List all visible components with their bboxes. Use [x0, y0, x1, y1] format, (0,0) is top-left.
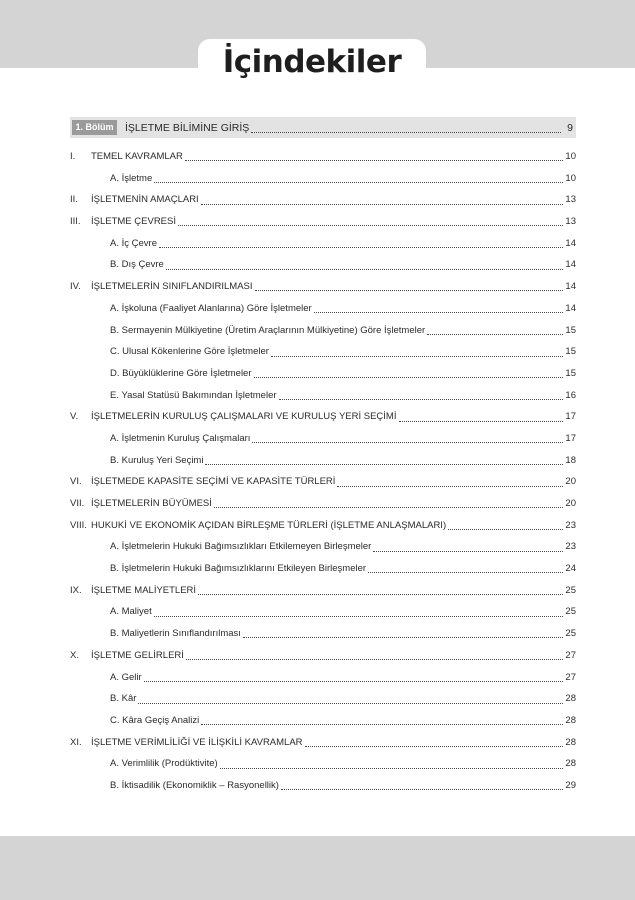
dot-leader: [271, 356, 563, 357]
dot-leader: [337, 486, 563, 487]
page-number: 20: [565, 498, 576, 509]
page-number: 24: [565, 563, 576, 575]
toc-subsection-entry[interactable]: [70, 601, 576, 623]
entry-title: İŞLETME VERİMLİLİĞİ VE İLİŞKİLİ KAVRAMLAR: [91, 736, 303, 748]
entry-title: B. Dış Çevre: [110, 259, 164, 271]
page-number: 28: [565, 758, 576, 770]
toc-subsection-entry[interactable]: [70, 775, 576, 797]
chapter-title: İŞLETME BİLİMİNE GİRİŞ: [125, 122, 250, 134]
toc-subsection-entry[interactable]: [70, 536, 576, 558]
toc-subsection-entry[interactable]: [70, 298, 576, 320]
page-number: 23: [565, 541, 576, 553]
entry-title: HUKUKİ VE EKONOMİK AÇIDAN BİRLEŞME TÜRLERİ (İŞLETME ANLAŞMALARI): [91, 519, 447, 531]
page-number: 25: [565, 628, 576, 640]
toc-subsection-entry[interactable]: [70, 623, 576, 645]
chapter-page-number: 9: [567, 122, 573, 134]
section-number: XI.: [70, 736, 82, 748]
dot-leader: [159, 247, 563, 248]
toc-subsection-entry[interactable]: [70, 168, 576, 190]
entry-title: A. Maliyet: [110, 606, 152, 618]
toc-section-entry[interactable]: [70, 732, 576, 754]
bottom-band: [0, 836, 635, 900]
entry-title: İŞLETMENİN AMAÇLARI: [91, 194, 199, 206]
dot-leader: [144, 681, 564, 682]
page-number: 28: [565, 714, 576, 726]
entry-title: İŞLETMEDE KAPASİTE SEÇİMİ VE KAPASİTE TÜRLERİ: [91, 476, 336, 488]
entry-title: İŞLETMELERİN KURULUŞ ÇALIŞMALARI VE KURULUŞ YERİ SEÇİMİ: [91, 411, 397, 423]
dot-leader: [427, 334, 563, 335]
dot-leader: [186, 659, 564, 660]
dot-leader: [314, 312, 564, 313]
dot-leader: [154, 616, 564, 617]
dot-leader: [255, 290, 564, 291]
toc-section-entry[interactable]: [70, 276, 576, 298]
page-number: 13: [565, 216, 576, 228]
dot-leader: [373, 551, 563, 552]
page-number: 10: [565, 172, 576, 184]
toc-subsection-entry[interactable]: [70, 320, 576, 342]
page-number: 25: [565, 584, 576, 596]
dot-leader: [252, 442, 563, 443]
toc-section-entry[interactable]: [70, 645, 576, 667]
entry-title: B. Maliyetlerin Sınıflandırılması: [110, 628, 241, 640]
toc-section-entry[interactable]: [70, 580, 576, 602]
toc-subsection-entry[interactable]: [70, 710, 576, 732]
entry-title: E. Yasal Statüsü Bakımından İşletmeler: [110, 389, 277, 401]
toc-subsection-entry[interactable]: [70, 363, 576, 385]
toc-subsection-entry[interactable]: [70, 341, 576, 363]
chapter-badge: 1. Bölüm: [72, 120, 117, 135]
dot-leader: [305, 746, 564, 747]
section-number: VII.: [70, 498, 85, 509]
toc-section-entry[interactable]: [70, 515, 576, 537]
toc-subsection-entry[interactable]: [70, 428, 576, 450]
page-number: 25: [565, 606, 576, 618]
entry-title: D. Büyüklüklerine Göre İşletmeler: [110, 367, 252, 379]
dot-leader: [201, 204, 564, 205]
toc-section-entry[interactable]: [70, 406, 576, 428]
entry-title: A. Gelir: [110, 671, 142, 683]
page-number: 15: [565, 346, 576, 358]
page-number: 13: [565, 194, 576, 206]
entry-title: B. İşletmelerin Hukuki Bağımsızlıklarını Etkileyen Birleşmeler: [110, 563, 367, 575]
dot-leader: [154, 182, 563, 183]
entry-title: A. İşletme: [110, 172, 153, 184]
dot-leader: [201, 724, 563, 725]
toc-subsection-entry[interactable]: [70, 385, 576, 407]
toc-section-entry[interactable]: [70, 189, 576, 211]
page-number: 14: [565, 237, 576, 249]
dot-leader: [281, 789, 563, 790]
toc-subsection-entry[interactable]: [70, 558, 576, 580]
page-number: 10: [565, 151, 576, 162]
dot-leader: [243, 637, 563, 638]
toc-subsection-entry[interactable]: [70, 753, 576, 775]
page-title: İçindekiler: [222, 44, 402, 80]
entry-title: İŞLETMELERİN SINIFLANDIRILMASI: [91, 281, 253, 293]
section-number: IV.: [70, 281, 81, 293]
toc-section-entry[interactable]: [70, 493, 576, 515]
page-number: 17: [565, 411, 576, 423]
page-number: 17: [565, 432, 576, 444]
dot-leader: [138, 703, 563, 704]
entry-title: İŞLETMELERİN BÜYÜMESİ: [91, 498, 212, 509]
entry-title: C. Kâra Geçiş Analizi: [110, 714, 200, 726]
dot-leader: [448, 529, 563, 530]
dot-leader: [279, 399, 564, 400]
entry-title: B. Sermayenin Mülkiyetine (Üretim Araçlarının Mülkiyetine) Göre İşletmeler: [110, 324, 426, 336]
page-number: 14: [565, 259, 576, 271]
toc-subsection-entry[interactable]: [70, 688, 576, 710]
entry-title: A. İşkoluna (Faaliyet Alanlarına) Göre İşletmeler: [110, 302, 312, 314]
section-number: VI.: [70, 476, 82, 488]
section-number: I.: [70, 151, 76, 162]
dot-leader: [198, 594, 563, 595]
page-number: 15: [565, 367, 576, 379]
page-number: 18: [565, 454, 576, 466]
section-number: V.: [70, 411, 79, 423]
dot-leader: [185, 160, 564, 161]
toc-section-entry[interactable]: [70, 471, 576, 493]
entry-title: A. İşletmenin Kuruluş Çalışmaları: [110, 432, 251, 444]
page-number: 16: [565, 389, 576, 401]
entry-title: B. Kuruluş Yeri Seçimi: [110, 454, 204, 466]
dot-leader: [368, 572, 563, 573]
page-number: 28: [565, 693, 576, 705]
page-number: 28: [565, 736, 576, 748]
page-number: 23: [565, 519, 576, 531]
entry-title: İŞLETME GELİRLERİ: [91, 649, 184, 661]
dot-leader: [166, 269, 564, 270]
toc-section-entry[interactable]: [70, 211, 576, 233]
entry-title: A. İşletmelerin Hukuki Bağımsızlıkları Etkilemeyen Birleşmeler: [110, 541, 372, 553]
dot-leader: [220, 768, 564, 769]
page-number: 14: [565, 281, 576, 293]
dot-leader: [214, 507, 564, 508]
toc-subsection-entry[interactable]: [70, 233, 576, 255]
entry-title: A. Verimlilik (Prodüktivite): [110, 758, 218, 770]
section-number: X.: [70, 649, 79, 661]
toc-list: [70, 146, 576, 797]
entry-title: TEMEL KAVRAMLAR: [91, 151, 183, 162]
page-number: 29: [565, 779, 576, 791]
page-number: 20: [565, 476, 576, 488]
toc-subsection-entry[interactable]: [70, 667, 576, 689]
entry-title: C. Ulusal Kökenlerine Göre İşletmeler: [110, 346, 269, 358]
dot-leader: [254, 377, 564, 378]
section-number: IX.: [70, 584, 82, 596]
entry-title: A. İç Çevre: [110, 237, 157, 249]
toc-subsection-entry[interactable]: [70, 254, 576, 276]
dot-leader: [399, 421, 564, 422]
page-number: 27: [565, 671, 576, 683]
page-number: 27: [565, 649, 576, 661]
page-number: 15: [565, 324, 576, 336]
toc-subsection-entry[interactable]: [70, 450, 576, 472]
section-number: VIII.: [70, 519, 87, 531]
entry-title: İŞLETME MALİYETLERİ: [91, 584, 197, 596]
entry-title: B. İktisadilik (Ekonomiklik – Rasyonellik): [110, 779, 279, 791]
chapter-entry[interactable]: [125, 118, 573, 138]
page-number: 14: [565, 302, 576, 314]
section-number: III.: [70, 216, 81, 228]
entry-title: İŞLETME ÇEVRESİ: [91, 216, 176, 228]
entry-title: B. Kâr: [110, 693, 137, 705]
dot-leader: [251, 132, 561, 133]
dot-leader: [205, 464, 563, 465]
dot-leader: [178, 225, 563, 226]
toc-section-entry[interactable]: [70, 146, 576, 168]
section-number: II.: [70, 194, 78, 206]
